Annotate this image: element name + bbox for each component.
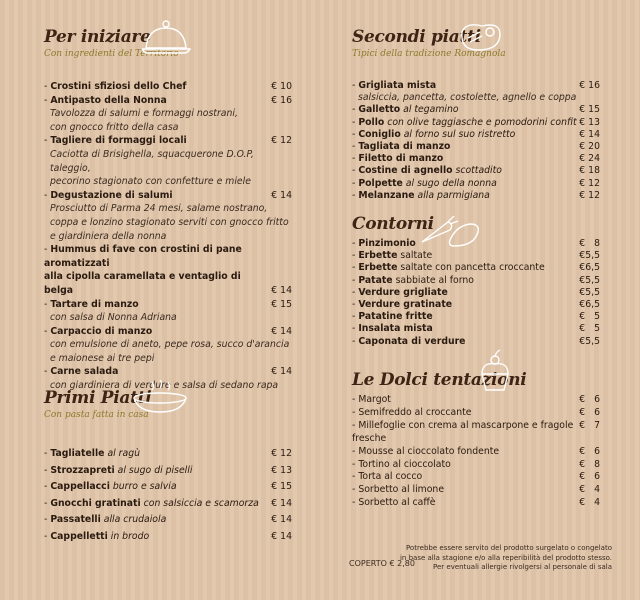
item-price: € 14 bbox=[271, 284, 292, 296]
item-name-wrap: - Tartare di manzo bbox=[44, 298, 139, 310]
item-description: con giardiniera di verdure e salsa di sedano rapa bbox=[50, 380, 279, 392]
item-name: Crostini sfiziosi dello Chef bbox=[50, 81, 187, 92]
item-detail: in brodo bbox=[110, 530, 150, 542]
item-name: Costine di agnello bbox=[358, 165, 453, 177]
item-name-wrap: - Tagliere di formaggi locali bbox=[44, 135, 187, 147]
section-subtitle: Tipici della tradizione Romagnola bbox=[352, 49, 506, 59]
item-detail: Sorbetto al caffè bbox=[358, 497, 436, 509]
item-detail: al sugo di piselli bbox=[117, 464, 193, 476]
section-title: Primi Piatti bbox=[44, 388, 152, 408]
section-subtitle: Con ingredienti del Territorio bbox=[44, 49, 179, 59]
item-description: con emulsione di aneto, pepe rosa, succo d'arancia bbox=[50, 339, 290, 351]
item-name: Filetto di manzo bbox=[358, 153, 444, 165]
menu-item bbox=[44, 94, 292, 108]
menu-item bbox=[352, 165, 600, 177]
item-name: Carne salada bbox=[50, 366, 119, 378]
item-description: Tavolozza di salumi e formaggi nostrani, bbox=[50, 108, 238, 120]
item-name-wrap: - Millefoglie con crema al mascarpone e fragole fresche bbox=[352, 419, 574, 444]
item-price: € 6 bbox=[579, 471, 600, 483]
item-name-wrap: - Insalata mista bbox=[352, 323, 433, 335]
item-name-wrap: - Hummus di fave con crostini di pane aromatizzati alla cipolla caramellata e ventaglio di belga bbox=[44, 244, 242, 296]
contorni-list bbox=[352, 238, 600, 348]
menu-item bbox=[352, 484, 600, 497]
item-price: € 10 bbox=[271, 81, 292, 92]
item-price: €5,5 bbox=[579, 286, 600, 298]
item-name-wrap: - Coniglio al forno sul suo ristretto bbox=[352, 128, 516, 140]
item-description: pecorino stagionato con confetture e miele bbox=[50, 176, 251, 188]
item-price: € 15 bbox=[579, 104, 600, 116]
item-name: Tartare di manzo bbox=[50, 298, 139, 310]
item-name: Polpette bbox=[358, 177, 403, 189]
menu-item bbox=[352, 117, 600, 129]
item-detail: Torta al cocco bbox=[358, 471, 423, 483]
item-name-wrap: - Tortino al cioccolato bbox=[352, 458, 451, 470]
item-price: € 6 bbox=[579, 406, 600, 418]
item-name-wrap: - Melanzane alla parmigiana bbox=[352, 189, 490, 201]
item-name-wrap: - Erbette saltate bbox=[352, 250, 433, 262]
item-detail: Sorbetto al limone bbox=[358, 484, 445, 496]
item-name-wrap: - Erbette saltate con pancetta croccante bbox=[352, 262, 545, 274]
item-price: € 7 bbox=[579, 419, 600, 431]
item-name: Tagliatelle bbox=[50, 448, 105, 459]
item-detail: Mousse al cioccolato fondente bbox=[358, 445, 500, 457]
item-price: € 13 bbox=[579, 116, 600, 128]
item-name: Antipasto della Nonna bbox=[50, 94, 167, 106]
item-price: € 15 bbox=[271, 298, 292, 310]
menu-item bbox=[352, 336, 600, 348]
item-name-wrap: - Tagliatelle al ragù bbox=[44, 448, 140, 459]
item-price: € 13 bbox=[271, 464, 292, 476]
item-price: € 18 bbox=[579, 165, 600, 177]
item-price: € 4 bbox=[579, 484, 600, 496]
item-name: Carpaccio di manzo bbox=[50, 325, 153, 337]
primi-list bbox=[44, 446, 292, 545]
item-name: Erbette bbox=[358, 262, 398, 274]
item-name: Patatine fritte bbox=[358, 311, 433, 323]
item-name: Insalata mista bbox=[358, 323, 433, 335]
item-name: Cappellacci bbox=[50, 481, 110, 492]
item-name-wrap: - Carne salada bbox=[44, 366, 119, 378]
menu-item bbox=[352, 394, 600, 407]
item-price: € 4 bbox=[579, 497, 600, 509]
menu-item bbox=[352, 104, 600, 116]
item-price: € 14 bbox=[271, 497, 292, 509]
item-price: € 12 bbox=[579, 189, 600, 201]
item-detail: Tortino al cioccolato bbox=[358, 458, 451, 470]
item-name: Hummus di fave con crostini di pane aromatizzati alla cipolla caramellata e ventaglio di belga bbox=[44, 244, 242, 296]
menu-item bbox=[44, 80, 292, 94]
menu-item bbox=[44, 134, 292, 148]
menu-item bbox=[44, 529, 292, 546]
item-detail: alla crudaiola bbox=[103, 514, 167, 525]
item-detail: al sugo della nonna bbox=[405, 177, 497, 189]
menu-item bbox=[352, 420, 600, 446]
coperto-price: COPERTO € 2,80 bbox=[349, 559, 415, 568]
menu-item bbox=[44, 298, 292, 312]
menu-item bbox=[44, 243, 292, 297]
menu-item bbox=[352, 178, 600, 190]
item-description: con gnocco fritto della casa bbox=[50, 121, 179, 133]
item-price: €6,5 bbox=[579, 299, 600, 311]
item-price: € 12 bbox=[579, 177, 600, 189]
item-name-wrap: - Verdure gratinate bbox=[352, 299, 453, 311]
item-name-wrap: - Mousse al cioccolato fondente bbox=[352, 445, 500, 457]
item-detail: con olive taggiasche e pomodorini confit bbox=[387, 116, 577, 128]
menu-item bbox=[352, 446, 600, 459]
item-description: e maionese ai tre pepi bbox=[50, 352, 155, 364]
item-price: €6,5 bbox=[579, 262, 600, 274]
item-name: Erbette bbox=[358, 250, 398, 262]
item-detail: Margot bbox=[358, 394, 391, 405]
note-line: in base alla stagione e/o alla reperibilità del prodotto stesso. bbox=[399, 553, 612, 562]
item-name-wrap: - Torta al cocco bbox=[352, 471, 423, 483]
item-price: € 12 bbox=[271, 135, 292, 147]
steak-icon bbox=[456, 20, 504, 54]
item-description: Caciotta di Brisighella, squacquerone D.O.P, taleggio, bbox=[50, 148, 254, 174]
item-name-wrap: - Galletto al tegamino bbox=[352, 104, 459, 116]
item-name: Pollo bbox=[358, 116, 385, 128]
menu-item bbox=[352, 471, 600, 484]
item-price: € 16 bbox=[579, 80, 600, 91]
item-price: €5,5 bbox=[579, 250, 600, 262]
item-name-wrap: - Gnocchi gratinati con salsiccia e scamorza bbox=[44, 497, 259, 509]
item-price: € 5 bbox=[579, 323, 600, 335]
item-name: Gnocchi gratinati bbox=[50, 497, 141, 509]
item-price: €5,5 bbox=[579, 274, 600, 286]
menu-item bbox=[352, 323, 600, 335]
note-line: Per eventuali allergie rivolgersi al personale di sala bbox=[433, 563, 612, 571]
item-name: Grigliata mista bbox=[358, 80, 437, 91]
item-description: e giardiniera della nonna bbox=[50, 230, 167, 242]
item-name-wrap: - Sorbetto al caffè bbox=[352, 497, 436, 509]
section-title: Secondi piatti bbox=[352, 27, 481, 47]
item-name-wrap: - Patatine fritte bbox=[352, 311, 433, 323]
item-price: € 14 bbox=[271, 325, 292, 337]
item-name-wrap: - Verdure grigliate bbox=[352, 286, 448, 298]
section-title: Contorni bbox=[352, 214, 434, 234]
menu-item bbox=[44, 512, 292, 529]
item-name: Caponata di verdure bbox=[358, 335, 466, 347]
item-price: € 14 bbox=[271, 514, 292, 525]
menu-item bbox=[352, 311, 600, 323]
item-detail: saltate con pancetta croccante bbox=[400, 262, 545, 274]
item-name-wrap: - Antipasto della Nonna bbox=[44, 94, 167, 106]
item-name: Cappelletti bbox=[50, 530, 108, 542]
item-name-wrap: - Sorbetto al limone bbox=[352, 484, 445, 496]
menu-item bbox=[44, 479, 292, 496]
menu-item bbox=[352, 238, 600, 250]
item-price: € 14 bbox=[579, 128, 600, 140]
item-detail: al ragù bbox=[107, 448, 140, 459]
cupcake-icon bbox=[478, 348, 512, 394]
cloche-icon bbox=[140, 18, 192, 56]
item-description: Prosciutto di Parma 24 mesi, salame nostrano, bbox=[50, 203, 268, 215]
note-line: Potrebbe essere servito del prodotto surgelato o congelato bbox=[405, 544, 612, 552]
item-name-wrap: - Caponata di verdure bbox=[352, 335, 466, 347]
item-name: Patate bbox=[358, 274, 393, 286]
item-name-wrap: - Crostini sfiziosi dello Chef bbox=[44, 81, 187, 92]
menu-item bbox=[44, 325, 292, 339]
item-detail: Semifreddo al croccante bbox=[358, 406, 472, 418]
item-detail: alla parmigiana bbox=[417, 189, 490, 201]
menu-item bbox=[352, 129, 600, 141]
item-name: Passatelli bbox=[50, 514, 101, 525]
item-name: Strozzapreti bbox=[50, 464, 115, 476]
section-title: Per iniziare bbox=[44, 27, 151, 47]
item-name-wrap: - Degustazione di salumi bbox=[44, 189, 173, 201]
item-name: Verdure gratinate bbox=[358, 299, 453, 311]
item-name: Verdure grigliate bbox=[358, 286, 448, 298]
section-title: Le Dolci tentazioni bbox=[352, 370, 527, 390]
item-name-wrap: - Cappelletti in brodo bbox=[44, 530, 150, 542]
dolci-list bbox=[352, 394, 600, 510]
item-price: € 15 bbox=[271, 481, 292, 492]
menu-item bbox=[352, 190, 600, 202]
menu-item bbox=[44, 189, 292, 203]
menu-item bbox=[44, 496, 292, 513]
item-name-wrap: - Grigliata mista bbox=[352, 80, 437, 91]
item-price: € 8 bbox=[579, 458, 600, 470]
item-name: Degustazione di salumi bbox=[50, 189, 173, 201]
item-name-wrap: - Margot bbox=[352, 394, 391, 405]
menu-item bbox=[352, 262, 600, 274]
item-price: € 16 bbox=[271, 94, 292, 106]
menu-item bbox=[352, 287, 600, 299]
item-price: € 14 bbox=[271, 189, 292, 201]
menu-item bbox=[352, 275, 600, 287]
item-price: €5,5 bbox=[579, 335, 600, 347]
item-detail: al tegamino bbox=[403, 104, 459, 116]
item-name-wrap: - Patate sabbiate al forno bbox=[352, 274, 474, 286]
item-detail: sabbiate al forno bbox=[395, 274, 474, 286]
item-name-wrap: - Polpette al sugo della nonna bbox=[352, 177, 497, 189]
menu-item bbox=[352, 299, 600, 311]
antipasti-list bbox=[44, 80, 292, 393]
item-name: Pinzimonio bbox=[358, 238, 416, 249]
item-price: € 6 bbox=[579, 394, 600, 405]
item-detail: Millefoglie con crema al mascarpone e fragole fresche bbox=[352, 419, 574, 444]
item-name-wrap: - Pollo con olive taggiasche e pomodorini confit bbox=[352, 116, 577, 128]
menu-item bbox=[44, 463, 292, 480]
item-detail: burro e salvia bbox=[112, 481, 177, 492]
item-name: Melanzane bbox=[358, 189, 415, 201]
item-detail: al forno sul suo ristretto bbox=[403, 128, 516, 140]
item-name: Galletto bbox=[358, 104, 401, 116]
menu-item bbox=[44, 446, 292, 463]
item-price: € 14 bbox=[271, 366, 292, 378]
item-name-wrap: - Semifreddo al croccante bbox=[352, 406, 472, 418]
allergy-notes bbox=[400, 544, 612, 573]
item-name: Tagliata di manzo bbox=[358, 141, 451, 153]
item-price: € 20 bbox=[579, 141, 600, 153]
item-price: € 5 bbox=[579, 311, 600, 323]
item-description: salsiccia, pancetta, costolette, agnello e coppa bbox=[358, 92, 577, 104]
item-name-wrap: - Filetto di manzo bbox=[352, 153, 444, 165]
item-price: € 8 bbox=[579, 238, 600, 249]
item-name: Tagliere di formaggi locali bbox=[50, 135, 187, 147]
item-name-wrap: - Tagliata di manzo bbox=[352, 141, 451, 153]
item-name-wrap: - Carpaccio di manzo bbox=[44, 325, 153, 337]
menu-item bbox=[352, 407, 600, 420]
item-price: € 24 bbox=[579, 153, 600, 165]
item-name-wrap: - Pinzimonio bbox=[352, 238, 416, 249]
item-detail: con salsiccia e scamorza bbox=[143, 497, 259, 509]
section-subtitle: Con pasta fatta in casa bbox=[44, 410, 149, 420]
menu-item bbox=[352, 141, 600, 153]
item-price: € 14 bbox=[271, 530, 292, 542]
menu-item bbox=[352, 153, 600, 165]
menu-item bbox=[352, 80, 600, 92]
menu-item bbox=[352, 250, 600, 262]
secondi-list bbox=[352, 80, 600, 202]
item-name-wrap: - Passatelli alla crudaiola bbox=[44, 514, 167, 525]
item-name-wrap: - Strozzapreti al sugo di piselli bbox=[44, 464, 193, 476]
menu-item bbox=[352, 497, 600, 510]
item-name-wrap: - Cappellacci burro e salvia bbox=[44, 481, 177, 492]
item-description: con salsa di Nonna Adriana bbox=[50, 312, 177, 324]
item-price: € 6 bbox=[579, 445, 600, 457]
item-name-wrap: - Costine di agnello scottadito bbox=[352, 165, 502, 177]
pasta-bowl-icon bbox=[130, 378, 190, 414]
item-description: coppa e lonzino stagionato serviti con gnocco fritto bbox=[50, 216, 289, 228]
item-detail: saltate bbox=[400, 250, 433, 262]
item-name: Coniglio bbox=[358, 128, 401, 140]
item-detail: scottadito bbox=[455, 165, 502, 177]
menu-item bbox=[352, 459, 600, 472]
item-price: € 12 bbox=[271, 448, 292, 459]
